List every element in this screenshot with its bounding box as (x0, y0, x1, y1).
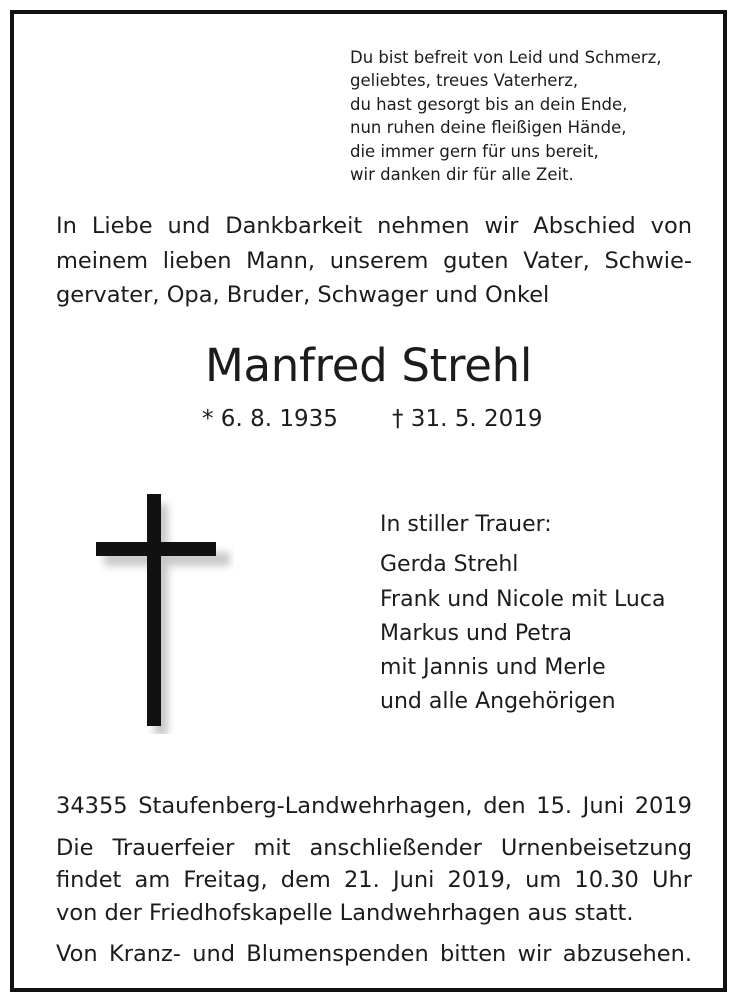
poem-line: geliebtes, treues Vaterherz, (350, 71, 579, 91)
memorial-poem (350, 46, 662, 186)
poem-line: die immer gern für uns bereit, (350, 141, 599, 161)
deceased-name: Manfred Strehl (204, 339, 533, 392)
funeral-details (56, 790, 692, 971)
intro-line: In Liebe und Dankbarkeit nehmen wir Abschied von (56, 213, 692, 239)
poem-line: Du bist befreit von Leid und Schmerz, (350, 48, 662, 67)
ceremony-line: Die Trauerfeier mit anschließender Urnenbeisetzung (56, 834, 692, 861)
intro-line: gervater, Opa, Bruder, Schwager und Onkel (56, 282, 550, 308)
obituary-frame (10, 10, 727, 992)
flower-request: Von Kranz- und Blumenspenden bitten wir abzusehen. (56, 941, 692, 967)
mourner-name: Frank und Nicole mit Luca (380, 586, 666, 612)
intro-line: meinem lieben Mann, unserem guten Vater, Schwie- (56, 247, 692, 274)
ceremony-line: findet am Freitag, dem 21. Juni 2019, um 10.30 Uhr (56, 867, 692, 893)
mourners-heading: In stiller Trauer: (380, 512, 552, 537)
place-date: 34355 Staufenberg-Landwehrhagen, den 15. Juni 2019 (56, 793, 692, 819)
mourners-block (380, 508, 665, 720)
mourner-name: Markus und Petra (380, 620, 572, 646)
mourner-name: und alle Angehörigen (380, 689, 616, 715)
ceremony-line: von der Friedhofskapelle Landwehrhagen aus statt. (56, 899, 634, 926)
poem-line: wir danken dir für alle Zeit. (350, 165, 574, 185)
mourner-name: mit Jannis und Merle (380, 655, 606, 681)
farewell-intro (56, 209, 692, 313)
poem-line: nun ruhen deine fleißigen Hände, (350, 118, 627, 138)
birth-date: * 6. 8. 1935 (202, 406, 338, 432)
mourner-name: Gerda Strehl (380, 552, 519, 578)
cross-icon (84, 484, 234, 734)
death-date: † 31. 5. 2019 (392, 406, 543, 432)
poem-line: du hast gesorgt bis an dein Ende, (350, 94, 628, 114)
